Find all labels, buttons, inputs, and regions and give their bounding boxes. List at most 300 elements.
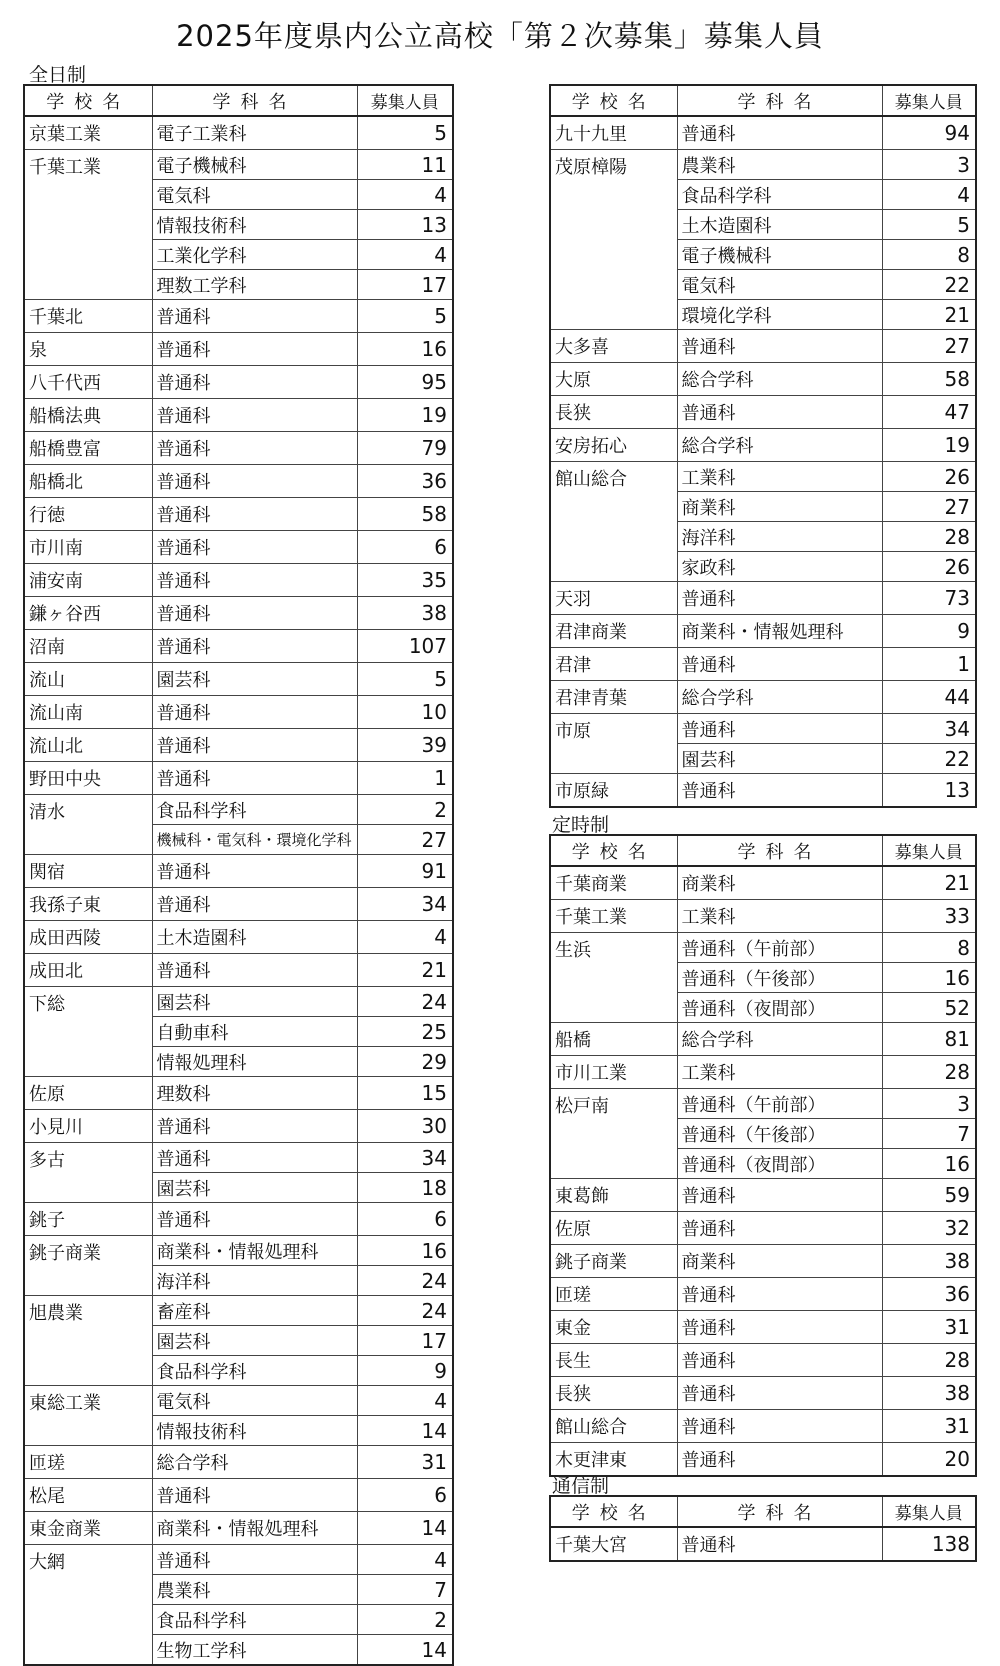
table-row — [24, 1386, 453, 1416]
school-name-cell: 大網 — [24, 1545, 152, 1666]
department-name-cell: 普通科（午後部） — [677, 963, 882, 993]
school-name-cell: 九十九里 — [550, 116, 677, 150]
department-name-cell: 普通科（午後部） — [677, 1119, 882, 1149]
table-row — [550, 396, 976, 429]
table-row — [24, 465, 453, 498]
section-label-tsushin: 通信制 — [552, 1475, 610, 1497]
department-name-cell: 総合学科 — [152, 1446, 357, 1479]
table-row — [24, 1236, 453, 1266]
count-cell: 9 — [882, 615, 976, 648]
department-name-cell: 理数工学科 — [152, 270, 357, 300]
count-cell: 3 — [882, 1089, 976, 1119]
count-cell: 29 — [357, 1047, 453, 1077]
department-name-cell: 総合学科 — [677, 363, 882, 396]
count-cell: 3 — [882, 150, 976, 180]
school-name-cell: 行徳 — [24, 498, 152, 531]
header-department: 学科名 — [677, 85, 882, 116]
department-name-cell: 普通科 — [152, 465, 357, 498]
department-name-cell: 普通科 — [152, 762, 357, 795]
count-cell: 44 — [882, 681, 976, 714]
table-row — [24, 795, 453, 825]
count-cell: 27 — [882, 492, 976, 522]
department-name-cell: 普通科 — [152, 1110, 357, 1143]
department-name-cell: 総合学科 — [677, 429, 882, 462]
school-name-cell: 関宿 — [24, 855, 152, 888]
count-cell: 15 — [357, 1077, 453, 1110]
department-name-cell: 普通科 — [152, 1143, 357, 1173]
table-row — [24, 1296, 453, 1326]
count-cell: 38 — [882, 1245, 976, 1278]
department-name-cell: 普通科 — [152, 696, 357, 729]
department-name-cell: 海洋科 — [677, 522, 882, 552]
school-name-cell: 流山北 — [24, 729, 152, 762]
school-name-cell: 匝瑳 — [24, 1446, 152, 1479]
department-name-cell: 普通科 — [677, 1278, 882, 1311]
department-name-cell: 普通科 — [152, 366, 357, 399]
count-cell: 58 — [357, 498, 453, 531]
school-name-cell: 千葉北 — [24, 300, 152, 333]
department-name-cell: 環境化学科 — [677, 300, 882, 330]
count-cell: 5 — [357, 116, 453, 150]
count-cell: 13 — [357, 210, 453, 240]
school-name-cell: 長狭 — [550, 396, 677, 429]
count-cell: 16 — [882, 963, 976, 993]
count-cell: 5 — [357, 663, 453, 696]
table-row — [24, 987, 453, 1017]
count-cell: 107 — [357, 630, 453, 663]
count-cell: 21 — [882, 866, 976, 900]
count-cell: 20 — [882, 1443, 976, 1477]
count-cell: 31 — [882, 1311, 976, 1344]
teiji-table — [549, 834, 977, 1477]
table-row — [24, 1143, 453, 1173]
table-row — [24, 564, 453, 597]
count-cell: 138 — [882, 1527, 976, 1561]
department-name-cell: 商業科 — [677, 492, 882, 522]
department-name-cell: 工業科 — [677, 462, 882, 492]
table-row — [24, 696, 453, 729]
school-name-cell: 天羽 — [550, 582, 677, 615]
table-row — [550, 1278, 976, 1311]
count-cell: 28 — [882, 1056, 976, 1089]
department-name-cell: 普通科 — [677, 1344, 882, 1377]
school-name-cell: 沼南 — [24, 630, 152, 663]
table-row — [550, 615, 976, 648]
school-name-cell: 我孫子東 — [24, 888, 152, 921]
school-name-cell: 市川工業 — [550, 1056, 677, 1089]
department-name-cell: 家政科 — [677, 552, 882, 582]
count-cell: 32 — [882, 1212, 976, 1245]
department-name-cell: 工業科 — [677, 900, 882, 933]
school-name-cell: 東金商業 — [24, 1512, 152, 1545]
count-cell: 17 — [357, 1326, 453, 1356]
department-name-cell: 普通科 — [152, 1203, 357, 1236]
zennichi-table-left — [23, 84, 454, 1666]
count-cell: 47 — [882, 396, 976, 429]
count-cell: 2 — [357, 795, 453, 825]
department-name-cell: 普通科 — [152, 888, 357, 921]
table-row — [24, 333, 453, 366]
table-row — [550, 774, 976, 808]
count-cell: 4 — [357, 240, 453, 270]
department-name-cell: 電気科 — [152, 180, 357, 210]
school-name-cell: 小見川 — [24, 1110, 152, 1143]
count-cell: 34 — [357, 1143, 453, 1173]
department-name-cell: 普通科 — [152, 333, 357, 366]
count-cell: 28 — [882, 1344, 976, 1377]
school-name-cell: 市川南 — [24, 531, 152, 564]
table-row — [550, 1443, 976, 1477]
count-cell: 24 — [357, 1296, 453, 1326]
table-row — [24, 399, 453, 432]
school-name-cell: 松戸南 — [550, 1089, 677, 1179]
count-cell: 11 — [357, 150, 453, 180]
count-cell: 27 — [357, 825, 453, 855]
department-name-cell: 普通科 — [152, 300, 357, 333]
department-name-cell: 商業科・情報処理科 — [152, 1236, 357, 1266]
header-department: 学科名 — [152, 85, 357, 116]
department-name-cell: 畜産科 — [152, 1296, 357, 1326]
count-cell: 4 — [882, 180, 976, 210]
count-cell: 26 — [882, 462, 976, 492]
table-row — [550, 1344, 976, 1377]
school-name-cell: 長生 — [550, 1344, 677, 1377]
school-name-cell: 銚子商業 — [24, 1236, 152, 1296]
count-cell: 25 — [357, 1017, 453, 1047]
count-cell: 28 — [882, 522, 976, 552]
table-row — [24, 1479, 453, 1512]
count-cell: 6 — [357, 1203, 453, 1236]
school-name-cell: 千葉工業 — [550, 900, 677, 933]
count-cell: 30 — [357, 1110, 453, 1143]
school-name-cell: 野田中央 — [24, 762, 152, 795]
count-cell: 36 — [882, 1278, 976, 1311]
school-name-cell: 千葉商業 — [550, 866, 677, 900]
department-name-cell: 普通科 — [677, 714, 882, 744]
table-row — [24, 729, 453, 762]
count-cell: 21 — [882, 300, 976, 330]
school-name-cell: 東金 — [550, 1311, 677, 1344]
department-name-cell: 普通科 — [677, 1443, 882, 1477]
school-name-cell: 銚子商業 — [550, 1245, 677, 1278]
department-name-cell: 食品科学科 — [152, 795, 357, 825]
school-name-cell: 成田北 — [24, 954, 152, 987]
department-name-cell: 普通科 — [152, 399, 357, 432]
count-cell: 18 — [357, 1173, 453, 1203]
school-name-cell: 京葉工業 — [24, 116, 152, 150]
department-name-cell: 商業科・情報処理科 — [152, 1512, 357, 1545]
count-cell: 26 — [882, 552, 976, 582]
count-cell: 6 — [357, 531, 453, 564]
department-name-cell: 電子機械科 — [152, 150, 357, 180]
department-name-cell: 普通科 — [152, 1479, 357, 1512]
table-row — [24, 1512, 453, 1545]
table-row — [24, 762, 453, 795]
count-cell: 14 — [357, 1416, 453, 1446]
table-row — [24, 432, 453, 465]
school-name-cell: 君津 — [550, 648, 677, 681]
department-name-cell: 普通科（夜間部） — [677, 1149, 882, 1179]
count-cell: 4 — [357, 1386, 453, 1416]
table-row — [24, 366, 453, 399]
count-cell: 16 — [357, 333, 453, 366]
department-name-cell: 普通科 — [677, 1311, 882, 1344]
count-cell: 16 — [882, 1149, 976, 1179]
department-name-cell: 自動車科 — [152, 1017, 357, 1047]
count-cell: 4 — [357, 1545, 453, 1575]
department-name-cell: 食品科学科 — [677, 180, 882, 210]
count-cell: 1 — [882, 648, 976, 681]
count-cell: 1 — [357, 762, 453, 795]
department-name-cell: 園芸科 — [152, 663, 357, 696]
count-cell: 22 — [882, 270, 976, 300]
header-school: 学校名 — [550, 1496, 677, 1527]
table-row — [550, 462, 976, 492]
department-name-cell: 普通科 — [152, 954, 357, 987]
school-name-cell: 銚子 — [24, 1203, 152, 1236]
department-name-cell: 情報処理科 — [152, 1047, 357, 1077]
table-row — [24, 597, 453, 630]
school-name-cell: 佐原 — [24, 1077, 152, 1110]
school-name-cell: 鎌ヶ谷西 — [24, 597, 152, 630]
header-department: 学科名 — [677, 1496, 882, 1527]
department-name-cell: 普通科 — [677, 648, 882, 681]
school-name-cell: 八千代西 — [24, 366, 152, 399]
department-name-cell: 海洋科 — [152, 1266, 357, 1296]
tsushin-table — [549, 1495, 977, 1562]
department-name-cell: 商業科 — [677, 866, 882, 900]
table-row — [550, 1311, 976, 1344]
count-cell: 6 — [357, 1479, 453, 1512]
school-name-cell: 千葉大宮 — [550, 1527, 677, 1561]
school-name-cell: 流山南 — [24, 696, 152, 729]
count-cell: 4 — [357, 921, 453, 954]
department-name-cell: 電子機械科 — [677, 240, 882, 270]
department-name-cell: 普通科 — [677, 1179, 882, 1212]
department-name-cell: 情報技術科 — [152, 210, 357, 240]
school-name-cell: 千葉工業 — [24, 150, 152, 300]
table-row — [24, 855, 453, 888]
department-name-cell: 普通科 — [677, 1212, 882, 1245]
count-cell: 2 — [357, 1605, 453, 1635]
school-name-cell: 大原 — [550, 363, 677, 396]
table-row — [24, 888, 453, 921]
table-row — [550, 900, 976, 933]
department-name-cell: 普通科 — [152, 498, 357, 531]
count-cell: 9 — [357, 1356, 453, 1386]
department-name-cell: 普通科 — [677, 116, 882, 150]
department-name-cell: 普通科 — [152, 630, 357, 663]
school-name-cell: 成田西陵 — [24, 921, 152, 954]
count-cell: 13 — [882, 774, 976, 808]
count-cell: 34 — [882, 714, 976, 744]
count-cell: 58 — [882, 363, 976, 396]
count-cell: 31 — [882, 1410, 976, 1443]
school-name-cell: 浦安南 — [24, 564, 152, 597]
table-row — [550, 330, 976, 363]
count-cell: 5 — [882, 210, 976, 240]
department-name-cell: 総合学科 — [677, 681, 882, 714]
count-cell: 33 — [882, 900, 976, 933]
table-row — [550, 1245, 976, 1278]
table-row — [550, 1056, 976, 1089]
header-department: 学科名 — [677, 835, 882, 866]
count-cell: 19 — [357, 399, 453, 432]
header-school: 学校名 — [550, 85, 677, 116]
department-name-cell: 普通科（夜間部） — [677, 993, 882, 1023]
table-row — [550, 1089, 976, 1119]
department-name-cell: 園芸科 — [677, 744, 882, 774]
header-count: 募集人員 — [882, 835, 976, 866]
department-name-cell: 普通科（午前部） — [677, 1089, 882, 1119]
department-name-cell: 普通科 — [677, 1377, 882, 1410]
count-cell: 21 — [357, 954, 453, 987]
table-row — [550, 1377, 976, 1410]
table-row — [24, 531, 453, 564]
department-name-cell: 農業科 — [152, 1575, 357, 1605]
department-name-cell: 普通科 — [152, 855, 357, 888]
table-row — [550, 1410, 976, 1443]
department-name-cell: 食品科学科 — [152, 1605, 357, 1635]
school-name-cell: 生浜 — [550, 933, 677, 1023]
count-cell: 4 — [357, 180, 453, 210]
department-name-cell: 普通科 — [677, 1527, 882, 1561]
department-name-cell: 土木造園科 — [152, 921, 357, 954]
table-row — [24, 300, 453, 333]
count-cell: 8 — [882, 240, 976, 270]
header-school: 学校名 — [550, 835, 677, 866]
school-name-cell: 船橋北 — [24, 465, 152, 498]
department-name-cell: 農業科 — [677, 150, 882, 180]
count-cell: 91 — [357, 855, 453, 888]
count-cell: 7 — [357, 1575, 453, 1605]
count-cell: 16 — [357, 1236, 453, 1266]
count-cell: 94 — [882, 116, 976, 150]
section-label-teiji: 定時制 — [552, 814, 610, 836]
table-row — [24, 1203, 453, 1236]
department-name-cell: 普通科 — [677, 774, 882, 808]
department-name-cell: 園芸科 — [152, 987, 357, 1017]
table-row — [24, 116, 453, 150]
count-cell: 52 — [882, 993, 976, 1023]
department-name-cell: 普通科 — [152, 729, 357, 762]
department-name-cell: 電子工業科 — [152, 116, 357, 150]
department-name-cell: 普通科 — [677, 330, 882, 363]
school-name-cell: 東総工業 — [24, 1386, 152, 1446]
table-row — [550, 1023, 976, 1056]
department-name-cell: 園芸科 — [152, 1326, 357, 1356]
table-row — [550, 582, 976, 615]
table-row — [24, 150, 453, 180]
count-cell: 95 — [357, 366, 453, 399]
school-name-cell: 佐原 — [550, 1212, 677, 1245]
table-row — [24, 921, 453, 954]
table-row — [550, 363, 976, 396]
school-name-cell: 船橋 — [550, 1023, 677, 1056]
department-name-cell: 普通科 — [677, 396, 882, 429]
department-name-cell: 普通科 — [152, 597, 357, 630]
table-row — [550, 681, 976, 714]
school-name-cell: 長狭 — [550, 1377, 677, 1410]
count-cell: 17 — [357, 270, 453, 300]
header-count: 募集人員 — [882, 85, 976, 116]
count-cell: 5 — [357, 300, 453, 333]
department-name-cell: 普通科 — [152, 531, 357, 564]
header-count: 募集人員 — [882, 1496, 976, 1527]
department-name-cell: 総合学科 — [677, 1023, 882, 1056]
count-cell: 38 — [357, 597, 453, 630]
table-row — [550, 866, 976, 900]
table-row — [550, 116, 976, 150]
table-row — [24, 1446, 453, 1479]
department-name-cell: 機械科・電気科・環境化学科 — [152, 825, 357, 855]
count-cell: 27 — [882, 330, 976, 363]
count-cell: 73 — [882, 582, 976, 615]
department-name-cell: 普通科 — [152, 564, 357, 597]
school-name-cell: 君津青葉 — [550, 681, 677, 714]
table-row — [550, 1212, 976, 1245]
count-cell: 8 — [882, 933, 976, 963]
school-name-cell: 泉 — [24, 333, 152, 366]
count-cell: 34 — [357, 888, 453, 921]
school-name-cell: 安房拓心 — [550, 429, 677, 462]
page-title: 2025年度県内公立高校「第２次募集」募集人員 — [176, 19, 824, 53]
table-row — [550, 429, 976, 462]
department-name-cell: 工業化学科 — [152, 240, 357, 270]
table-row — [24, 1077, 453, 1110]
count-cell: 24 — [357, 987, 453, 1017]
department-name-cell: 理数科 — [152, 1077, 357, 1110]
zennichi-table-right — [549, 84, 977, 808]
header-count: 募集人員 — [357, 85, 453, 116]
school-name-cell: 清水 — [24, 795, 152, 855]
table-row — [24, 630, 453, 663]
school-name-cell: 松尾 — [24, 1479, 152, 1512]
school-name-cell: 船橋豊富 — [24, 432, 152, 465]
school-name-cell: 市原 — [550, 714, 677, 774]
department-name-cell: 電気科 — [677, 270, 882, 300]
school-name-cell: 多古 — [24, 1143, 152, 1203]
school-name-cell: 旭農業 — [24, 1296, 152, 1386]
count-cell: 35 — [357, 564, 453, 597]
count-cell: 79 — [357, 432, 453, 465]
table-row — [550, 648, 976, 681]
count-cell: 81 — [882, 1023, 976, 1056]
count-cell: 39 — [357, 729, 453, 762]
table-row — [550, 1527, 976, 1561]
school-name-cell: 流山 — [24, 663, 152, 696]
department-name-cell: 園芸科 — [152, 1173, 357, 1203]
table-row — [550, 150, 976, 180]
school-name-cell: 茂原樟陽 — [550, 150, 677, 330]
table-row — [24, 954, 453, 987]
department-name-cell: 食品科学科 — [152, 1356, 357, 1386]
department-name-cell: 工業科 — [677, 1056, 882, 1089]
school-name-cell: 下総 — [24, 987, 152, 1077]
school-name-cell: 館山総合 — [550, 1410, 677, 1443]
department-name-cell: 普通科 — [152, 1545, 357, 1575]
count-cell: 10 — [357, 696, 453, 729]
count-cell: 7 — [882, 1119, 976, 1149]
count-cell: 14 — [357, 1635, 453, 1666]
table-row — [550, 1179, 976, 1212]
school-name-cell: 匝瑳 — [550, 1278, 677, 1311]
section-label-zennichi: 全日制 — [29, 64, 87, 86]
school-name-cell: 大多喜 — [550, 330, 677, 363]
department-name-cell: 土木造園科 — [677, 210, 882, 240]
school-name-cell: 船橋法典 — [24, 399, 152, 432]
department-name-cell: 普通科 — [152, 432, 357, 465]
